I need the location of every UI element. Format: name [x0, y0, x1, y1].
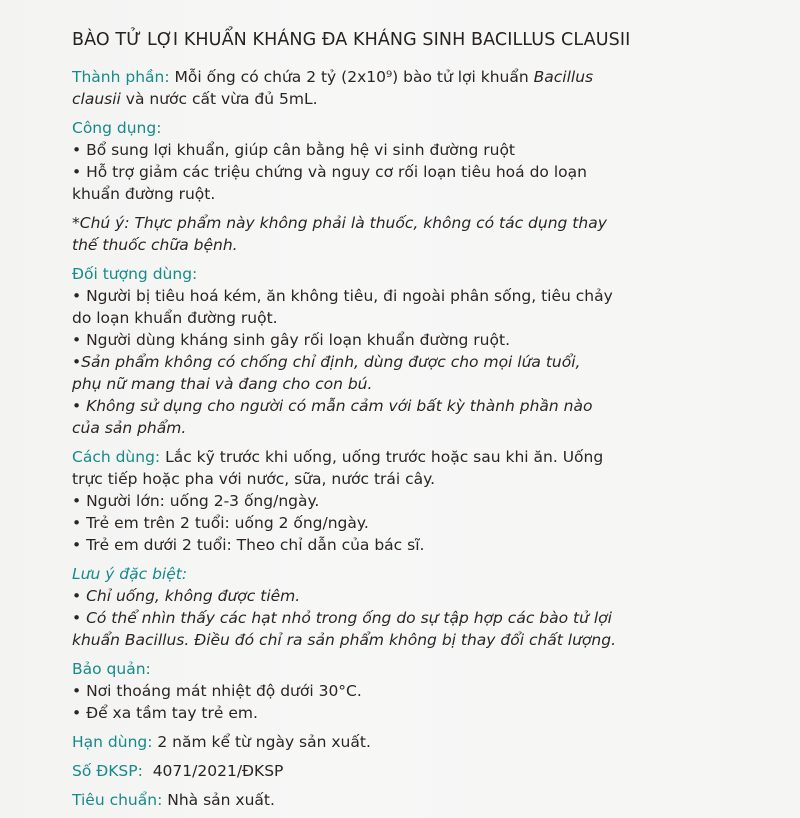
target-line: •Sản phẩm không có chống chỉ định, dùng được cho mọi lứa tuổi,	[72, 353, 581, 371]
ingredients-text-2: và nước cất vừa đủ 5mL.	[120, 90, 318, 108]
usage-label: Cách dùng:	[72, 448, 161, 466]
section-uses	[72, 117, 762, 205]
section-standard	[72, 789, 762, 811]
species-name-2: clausii	[72, 90, 121, 108]
section-note	[72, 212, 762, 256]
product-title: BÀO TỬ LỢI KHUẨN KHÁNG ĐA KHÁNG SINH BACILLUS CLAUSII	[72, 30, 631, 50]
section-registration	[72, 760, 762, 782]
usage-line: • Người lớn: uống 2-3 ống/ngày.	[72, 492, 320, 510]
target-line: phụ nữ mang thai và đang cho con bú.	[72, 375, 373, 393]
target-line: • Người bị tiêu hoá kém, ăn không tiêu, đi ngoài phân sống, tiêu chảy	[72, 287, 613, 305]
special-line: • Có thể nhìn thấy các hạt nhỏ trong ống do sự tập hợp các bào tử lợi	[72, 609, 612, 627]
target-line: của sản phẩm.	[72, 419, 187, 437]
note-line: *Chú ý: Thực phẩm này không phải là thuốc, không có tác dụng thay	[72, 214, 607, 232]
section-target-users	[72, 263, 762, 439]
registration-label: Số ĐKSP:	[72, 762, 143, 780]
ingredients-text: Mỗi ống có chứa 2 tỷ (2x10⁹) bào tử lợi khuẩn	[169, 68, 534, 86]
uses-line: khuẩn đường ruột.	[72, 185, 216, 203]
section-storage	[72, 658, 762, 724]
section-usage	[72, 446, 762, 556]
section-expiry	[72, 731, 762, 753]
product-label	[72, 30, 762, 818]
uses-label: Công dụng:	[72, 119, 162, 137]
section-ingredients	[72, 66, 762, 110]
registration-value: 4071/2021/ĐKSP	[142, 762, 284, 780]
usage-line: trực tiếp hoặc pha với nước, sữa, nước trái cây.	[72, 470, 436, 488]
target-line: • Không sử dụng cho người có mẫn cảm với bất kỳ thành phần nào	[72, 397, 593, 415]
target-users-label: Đối tượng dùng:	[72, 265, 198, 283]
special-notes-label: Lưu ý đặc biệt:	[72, 565, 188, 583]
usage-line: • Trẻ em trên 2 tuổi: uống 2 ống/ngày.	[72, 514, 369, 532]
usage-line: • Trẻ em dưới 2 tuổi: Theo chỉ dẫn của bác sĩ.	[72, 536, 425, 554]
storage-line: • Để xa tầm tay trẻ em.	[72, 704, 258, 722]
standard-label: Tiêu chuẩn:	[72, 791, 163, 809]
target-line: • Người dùng kháng sinh gây rối loạn khuẩn đường ruột.	[72, 331, 510, 349]
ingredients-label: Thành phần:	[72, 68, 170, 86]
species-name: Bacillus	[533, 68, 594, 86]
expiry-label: Hạn dùng:	[72, 733, 153, 751]
section-special-notes	[72, 563, 762, 651]
expiry-value: 2 năm kể từ ngày sản xuất.	[152, 733, 371, 751]
note-line: thế thuốc chữa bệnh.	[72, 236, 238, 254]
special-line: • Chỉ uống, không được tiêm.	[72, 587, 301, 605]
storage-label: Bảo quản:	[72, 660, 151, 678]
uses-line: • Bổ sung lợi khuẩn, giúp cân bằng hệ vi sinh đường ruột	[72, 141, 515, 159]
target-line: do loạn khuẩn đường ruột.	[72, 309, 278, 327]
usage-text: Lắc kỹ trước khi uống, uống trước hoặc sau khi ăn. Uống	[160, 448, 604, 466]
standard-value: Nhà sản xuất.	[162, 791, 275, 809]
special-line: khuẩn Bacillus. Điều đó chỉ ra sản phẩm không bị thay đổi chất lượng.	[72, 631, 616, 649]
uses-line: • Hỗ trợ giảm các triệu chứng và nguy cơ rối loạn tiêu hoá do loạn	[72, 163, 587, 181]
storage-line: • Nơi thoáng mát nhiệt độ dưới 30°C.	[72, 682, 362, 700]
